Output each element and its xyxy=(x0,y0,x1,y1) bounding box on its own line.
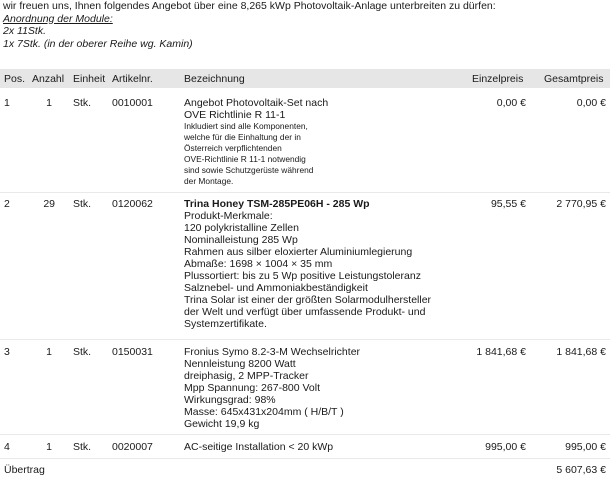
item-line: Masse: 645x431x204mm ( H/B/T ) xyxy=(184,406,344,418)
item-note: welche für die Einhaltung der in xyxy=(184,132,301,142)
item-title: AC-seitige Installation < 20 kWp xyxy=(184,441,334,453)
cell-artikelnr: 0150031 xyxy=(112,346,153,358)
cell-einheit: Stk. xyxy=(73,97,92,109)
item-line: Produkt-Merkmale: xyxy=(184,210,273,222)
cell-einheit: Stk. xyxy=(73,198,92,210)
item-line: OVE Richtlinie R 11-1 xyxy=(184,109,286,121)
intro-text xyxy=(3,0,496,50)
item-note: OVE-Richtlinie R 11-1 notwendig xyxy=(184,154,306,164)
carry-over-total: 5 607,63 € xyxy=(556,464,606,476)
table-header xyxy=(0,69,610,88)
cell-einzelpreis: 995,00 € xyxy=(485,441,526,453)
item-line: 120 polykristalline Zellen xyxy=(184,222,299,234)
item-note: Österreich verpflichtenden xyxy=(184,143,282,153)
item-title: Fronius Symo 8.2-3-M Wechselrichter xyxy=(184,346,361,358)
header-einheit: Einheit xyxy=(73,73,106,85)
row-divider xyxy=(0,192,610,193)
item-line: der Welt und verfügt über umfassende Produkt- und xyxy=(184,306,426,318)
cell-gesamtpreis: 995,00 € xyxy=(565,441,606,453)
cell-bezeichnung xyxy=(184,441,333,453)
cell-gesamtpreis: 2 770,95 € xyxy=(556,198,606,210)
item-line: Nominalleistung 285 Wp xyxy=(184,234,298,246)
item-line: Gewicht 19,9 kg xyxy=(184,418,260,430)
cell-gesamtpreis: 0,00 € xyxy=(576,97,606,109)
row-divider xyxy=(0,339,610,340)
row-divider xyxy=(0,434,610,435)
header-einzelpreis: Einzelpreis xyxy=(472,73,524,85)
cell-pos: 2 xyxy=(4,198,10,210)
cell-anzahl: 1 xyxy=(46,346,52,358)
cell-bezeichnung xyxy=(184,198,431,330)
header-gesamtpreis: Gesamtpreis xyxy=(544,73,604,85)
cell-pos: 4 xyxy=(4,441,10,453)
cell-bezeichnung xyxy=(184,346,360,430)
cell-anzahl: 29 xyxy=(43,198,55,210)
item-line: Salznebel- und Ammoniakbeständigkeit xyxy=(184,282,368,294)
cell-einzelpreis: 95,55 € xyxy=(490,198,526,210)
item-line: Wirkungsgrad: 98% xyxy=(184,394,276,406)
cell-einzelpreis: 1 841,68 € xyxy=(476,346,526,358)
cell-bezeichnung xyxy=(184,97,328,187)
carry-over-label: Übertrag xyxy=(4,464,45,476)
item-line: Abmaße: 1698 × 1004 × 35 mm xyxy=(184,258,333,270)
arrangement-line: 1x 7Stk. (in der oberer Reihe wg. Kamin) xyxy=(3,37,193,50)
arrangement-heading: Anordnung der Module: xyxy=(3,12,113,25)
item-note: der Montage. xyxy=(184,176,234,186)
row-divider xyxy=(0,458,610,459)
item-title: Trina Honey TSM-285PE06H - 285 Wp xyxy=(184,198,370,210)
header-anzahl: Anzahl xyxy=(32,73,65,85)
cell-anzahl: 1 xyxy=(46,441,52,453)
item-note: Inkludiert sind alle Komponenten, xyxy=(184,121,308,131)
cell-anzahl: 1 xyxy=(46,97,52,109)
item-line: Nennleistung 8200 Watt xyxy=(184,358,296,370)
item-line: Systemzertifikate. xyxy=(184,318,267,330)
item-title: Angebot Photovoltaik-Set nach xyxy=(184,97,329,109)
cell-pos: 1 xyxy=(4,97,10,109)
header-artikelnr: Artikelnr. xyxy=(112,73,153,85)
arrangement-line: 2x 11Stk. xyxy=(3,25,46,37)
cell-artikelnr: 0010001 xyxy=(112,97,153,109)
item-line: Mpp Spannung: 267-800 Volt xyxy=(184,382,321,394)
intro-line: wir freuen uns, Ihnen folgendes Angebot über eine 8,265 kWp Photovoltaik-Anlage unterbreiten zu dürfen: xyxy=(3,0,496,12)
cell-einzelpreis: 0,00 € xyxy=(496,97,526,109)
item-note: sind sowie Schutzgerüste während xyxy=(184,165,314,175)
cell-einheit: Stk. xyxy=(73,441,92,453)
item-line: Plussortiert: bis zu 5 Wp positive Leistungstoleranz xyxy=(184,270,421,282)
cell-artikelnr: 0020007 xyxy=(112,441,153,453)
item-line: dreiphasig, 2 MPP-Tracker xyxy=(184,370,309,382)
cell-pos: 3 xyxy=(4,346,10,358)
header-bezeichnung: Bezeichnung xyxy=(184,73,245,85)
cell-einheit: Stk. xyxy=(73,346,92,358)
item-line: Trina Solar ist einer der größten Solarmodulhersteller xyxy=(184,294,432,306)
cell-artikelnr: 0120062 xyxy=(112,198,153,210)
item-line: Rahmen aus silber eloxierter Aluminiumlegierung xyxy=(184,246,413,258)
cell-gesamtpreis: 1 841,68 € xyxy=(556,346,606,358)
header-pos: Pos. xyxy=(4,73,26,85)
